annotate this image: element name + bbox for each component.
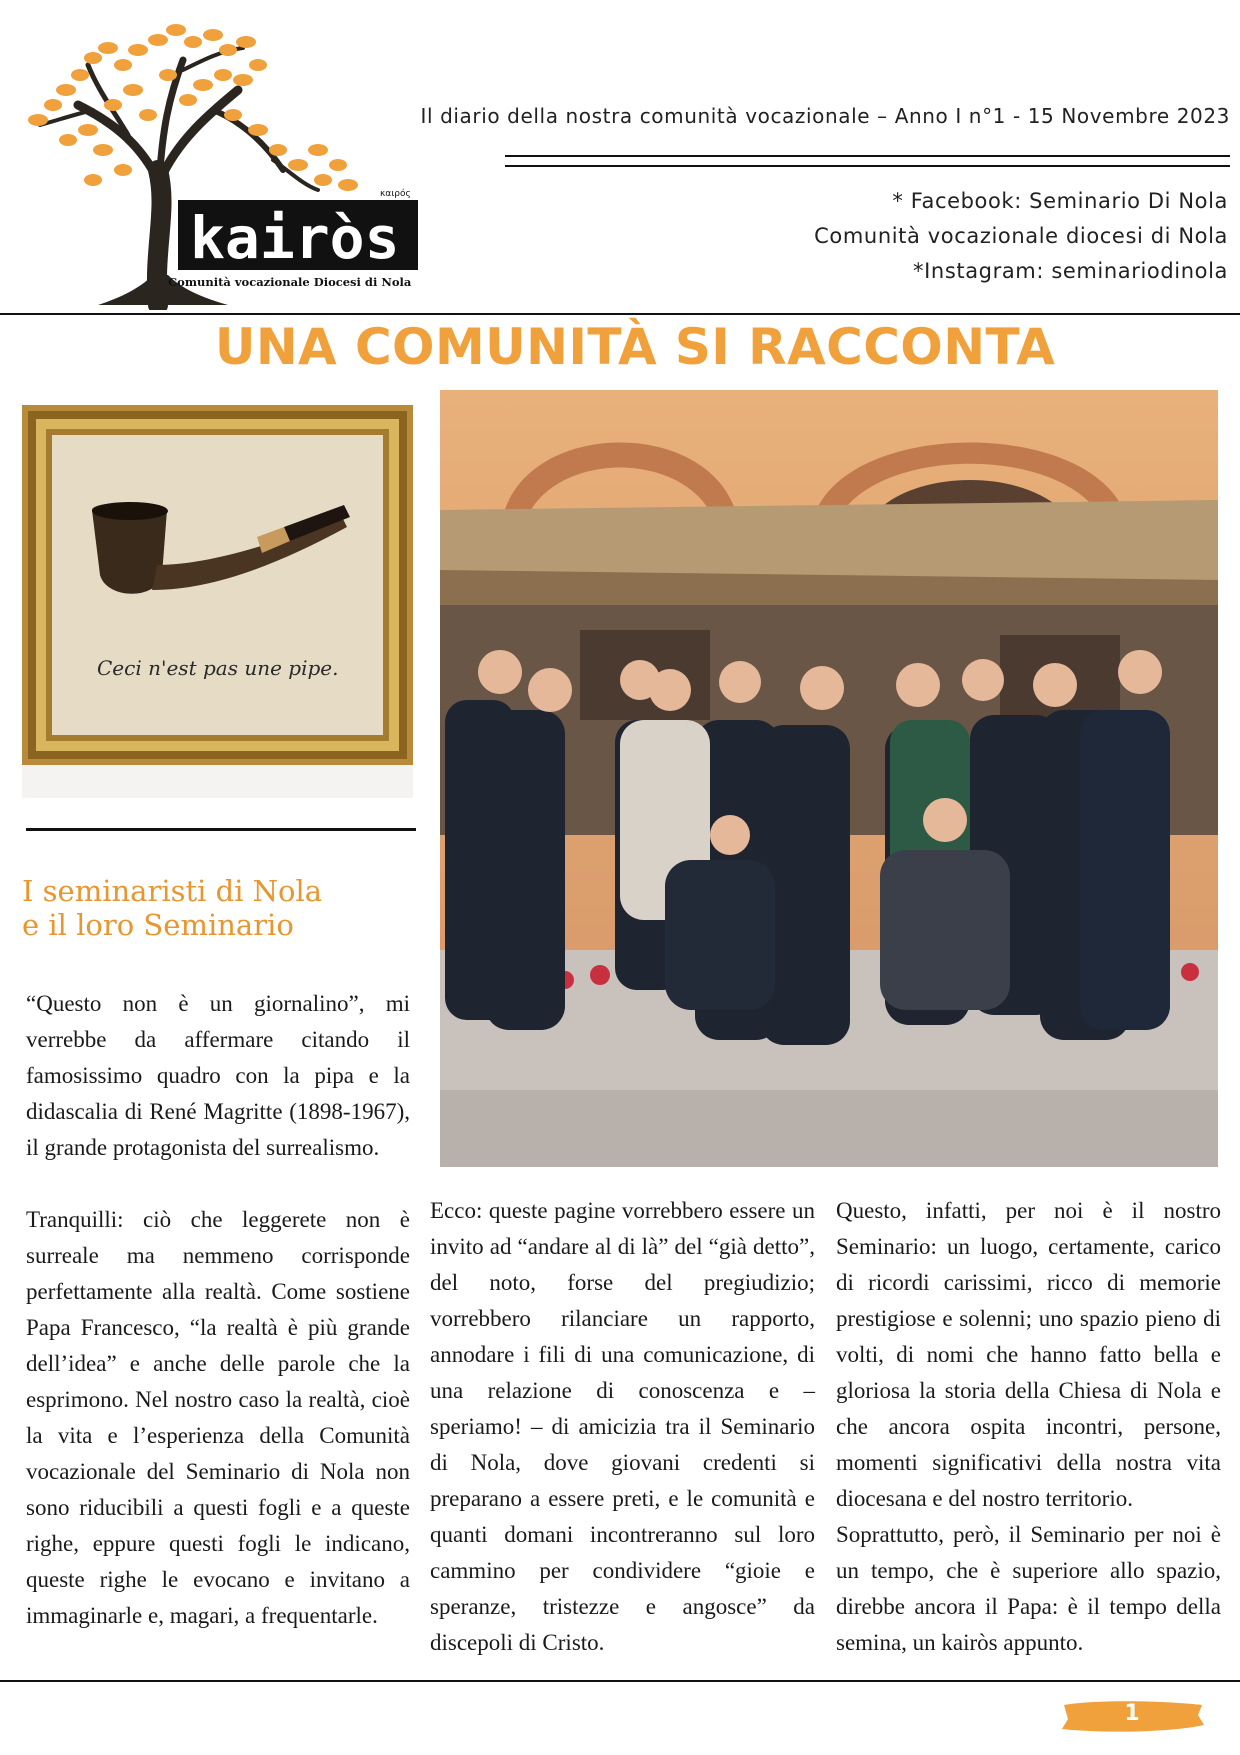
paragraph: “Questo non è un giornalino”, mi verrebbe da affermare citando il famosissimo quadro con la pipa e la didascalia di René Magritte (1898-1967), il grande protagonista del surrealismo. — [26, 991, 410, 1160]
group-photo — [440, 390, 1218, 1167]
masthead-rule — [0, 313, 1240, 315]
logo-greek: καιρός — [380, 189, 411, 199]
paragraph: Ecco: queste pagine vorrebbero essere un invito ad “andare al di là” del “già detto”, del noto, forse del pregiudizio; vorrebbero rilanciare un rapporto, annodare i fili di una comunicazione, di una relazione di conoscenza e – speriamo! – di amicizia tra il Seminario di Nola, dove giovani credenti si preparano a essere preti, e le comunità e quanti domani incontreranno sul loro cammino per condividere “gioie e speranze, tristezze e angosce” da discepoli di Cristo. — [430, 1198, 815, 1655]
article-column-2 — [430, 1193, 815, 1661]
article-column-3 — [836, 1193, 1221, 1661]
paragraph: Soprattutto, però, il Seminario per noi è un tempo, che è superiore allo spazio, direbbe ancora il Papa: è il tempo della semina, un kairòs appunto. — [836, 1522, 1221, 1655]
page-number-badge — [1058, 1697, 1206, 1737]
paragraph: Questo, infatti, per noi è il nostro Seminario: un luogo, certamente, carico di ricordi carissimi, ricco di memorie prestigiose e solenni; uno spazio pieno di volti, di nomi che hanno fatto bella e gloriosa la storia della Chiesa di Nola e che ancora ospita incontri, persone, momenti significativi della nostra vita diocesana e del nostro territorio. — [836, 1198, 1221, 1511]
kairos-logo — [18, 20, 458, 310]
logo-subtitle: Comunità vocazionale Diocesi di Nola — [168, 275, 412, 289]
painting-caption: Ceci n'est pas une pipe. — [97, 656, 339, 680]
magritte-painting — [22, 405, 413, 798]
tagline: Il diario della nostra comunità vocazionale – Anno I n°1 - 15 Novembre 2023 — [420, 104, 1230, 128]
article-column-1 — [26, 986, 410, 1634]
social-facebook: * Facebook: Seminario Di Nola — [892, 189, 1228, 213]
subhead-line-2: e il loro Seminario — [22, 908, 294, 942]
page-headline: UNA COMUNITÀ SI RACCONTA — [214, 318, 1056, 376]
social-community: Comunità vocazionale diocesi di Nola — [814, 224, 1228, 248]
paragraph: Tranquilli: ciò che leggerete non è surreale ma nemmeno corrisponde perfettamente alla realtà. Come sostiene Papa Francesco, “la realtà è più grande dell’idea” e anche delle parole che la esprimono. Nel nostro caso la realtà, cioè la vita e l’esperienza della Comunità vocazionale del Seminario di Nola non sono riducibili a questi fogli e a queste righe, eppure questi fogli le indicano, queste righe le evocano e invitano a immaginarle e, magari, a frequentarle. — [26, 1207, 410, 1628]
article-subhead — [22, 874, 422, 942]
header-rule-top — [505, 155, 1230, 157]
footer-rule — [0, 1680, 1240, 1682]
header-rule-bottom — [505, 165, 1230, 167]
social-links — [628, 184, 1228, 289]
subhead-line-1: I seminaristi di Nola — [22, 874, 323, 908]
page-number: 1 — [1124, 1701, 1140, 1726]
tree-logo-icon — [18, 20, 458, 310]
left-column-rule — [26, 828, 416, 831]
logo-wordmark: kairòs — [190, 204, 400, 272]
social-instagram: *Instagram: seminariodinola — [913, 259, 1228, 283]
